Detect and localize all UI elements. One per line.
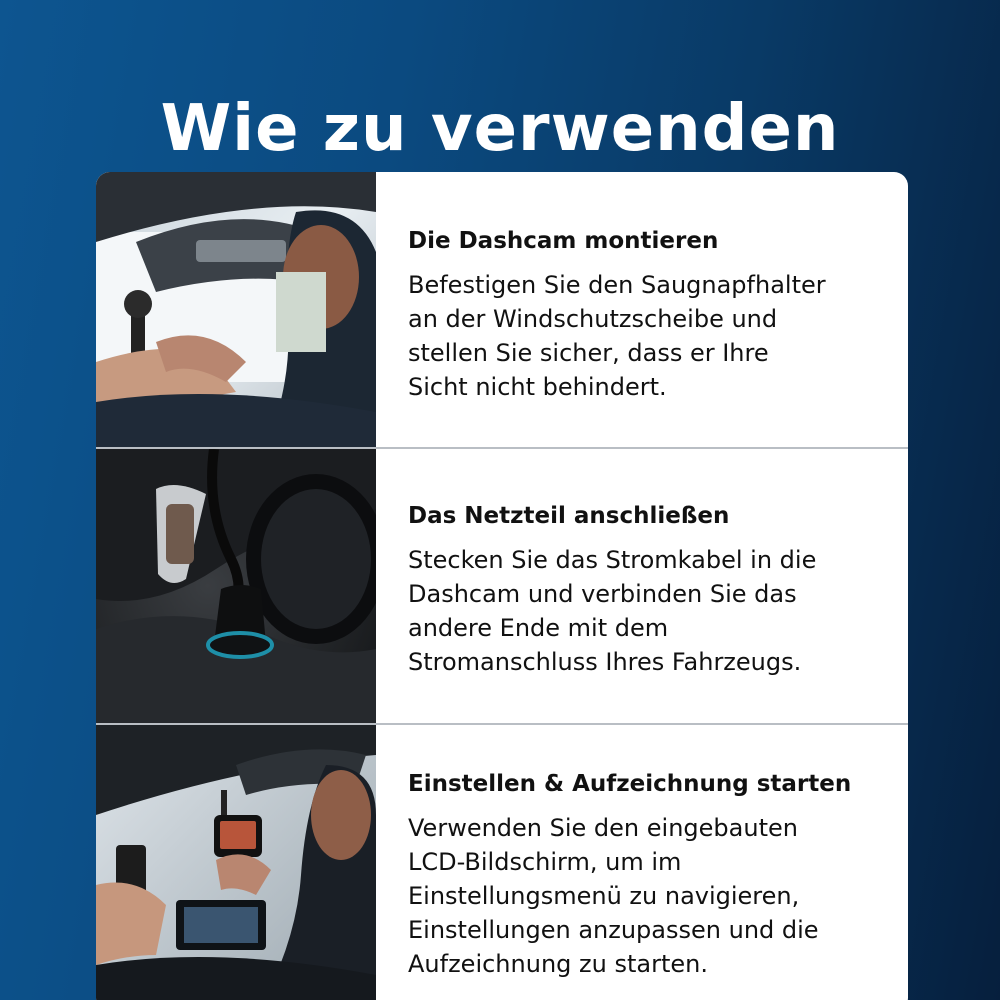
power-adapter-photo xyxy=(96,449,376,723)
mounting-dashcam-photo xyxy=(96,172,376,447)
step-connect-power-text xyxy=(408,501,868,679)
step-title: Die Dashcam montieren xyxy=(408,228,719,254)
instructions-card xyxy=(96,172,908,1000)
step-mount-dashcam xyxy=(96,172,908,447)
page-title: Wie zu verwenden xyxy=(160,91,840,166)
step-description: Befestigen Sie den Saugnapfhalter an der Windschutzscheibe und stellen Sie sicher, dass er Ihre Sicht nicht behindert. xyxy=(408,271,826,401)
setup-recording-photo xyxy=(96,725,376,1000)
step-mount-dashcam-text xyxy=(408,226,868,404)
step-setup-recording-text xyxy=(408,769,868,981)
step-title: Das Netzteil anschließen xyxy=(408,503,730,529)
step-title: Einstellen & Aufzeichnung starten xyxy=(408,771,852,797)
step-description: Verwenden Sie den eingebauten LCD-Bildschirm, um im Einstellungsmenü zu navigieren, Einstellungen anzupassen und die Aufzeichnung zu starten. xyxy=(408,814,819,978)
step-description: Stecken Sie das Stromkabel in die Dashcam und verbinden Sie das andere Ende mit dem Stromanschluss Ihres Fahrzeugs. xyxy=(408,546,817,676)
step-connect-power xyxy=(96,449,908,723)
step-setup-recording xyxy=(96,725,908,1000)
